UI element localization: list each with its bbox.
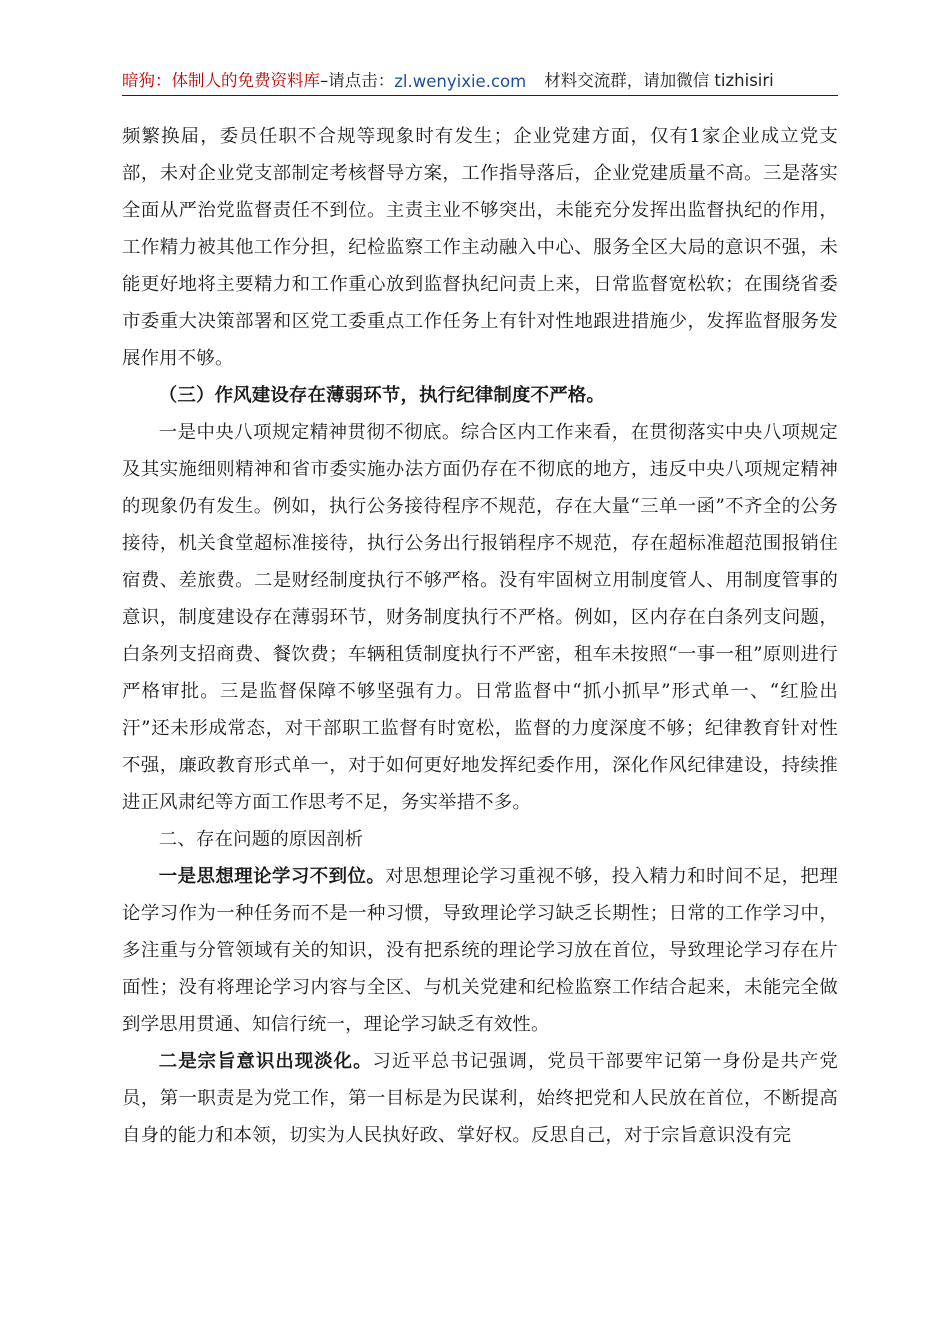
paragraph-continued: 频繁换届，委员任职不合规等现象时有发生；企业党建方面，仅有1家企业成立党支部，未对企业党支部制定考核督导方案，工作指导落后，企业党建质量不高。三是落实全面从严治党监督责任不到位。主责主业不够突出，未能充分发挥出监督执纪的作用，工作精力被其他工作分担，纪检监察工作主动融入中心、服务全区大局的意识不强，未能更好地将主要精力和工作重心放到监督执纪问责上来，日常监督宽松软；在围绕省委市委重大决策部署和区党工委重点工作任务上有针对性地跟进措施少，发挥监督服务发展作用不够。 <box>122 126 838 369</box>
document-body <box>122 118 838 1154</box>
paragraph-lead-purpose: 二是宗旨意识出现淡化。 <box>158 1051 373 1072</box>
paragraph-lead-theory: 一是思想理论学习不到位。 <box>158 866 386 887</box>
section-heading-3: （三）作风建设存在薄弱环节，执行纪律制度不严格。 <box>158 385 605 406</box>
paragraph-purpose-awareness <box>122 1043 838 1154</box>
paragraph-body-theory: 对思想理论学习重视不够，投入精力和时间不足，把理论学习作为一种任务而不是一种习惯，导致理论学习缺乏长期性；日常的工作学习中，多注重与分管领域有关的知识，没有把系统的理论学习放在首位，导致理论学习存在片面性；没有将理论学习内容与全区、与机关党建和纪检监察工作结合起来，未能完全做到学思用贯通、知信行统一，理论学习缺乏有效性。 <box>122 866 838 1035</box>
paragraph-theory-study <box>122 858 838 1043</box>
header-wechat-note: 材料交流群，请加微信 tizhisiri <box>544 71 774 90</box>
header-site-name: 暗狗：体制人的免费资料库 <box>122 71 320 90</box>
section-heading-2: 二、存在问题的原因剖析 <box>158 829 364 850</box>
header-click-prompt: –请点击： <box>320 71 395 90</box>
header-url-link[interactable]: zl.wenyixie.com <box>394 72 527 91</box>
page-header <box>122 68 838 96</box>
paragraph-work-style: 一是中央八项规定精神贯彻不彻底。综合区内工作来看，在贯彻落实中央八项规定及其实施细则精神和省市委实施办法方面仍存在不彻底的地方，违反中央八项规定精神的现象仍有发生。例如，执行公务接待程序不规范，存在大量“三单一函”不齐全的公务接待，机关食堂超标准接待，执行公务出行报销程序不规范，存在超标准超范围报销住宿费、差旅费。二是财经制度执行不够严格。没有牢固树立用制度管人、用制度管事的意识，制度建设存在薄弱环节，财务制度执行不严格。例如，区内存在白条列支问题，白条列支招商费、餐饮费；车辆租赁制度执行不严密，租车未按照“一事一租”原则进行严格审批。三是监督保障不够坚强有力。日常监督中“抓小抓早”形式单一、“红脸出汗”还未形成常态，对干部职工监督有时宽松，监督的力度深度不够；纪律教育针对性不强，廉政教育形式单一，对于如何更好地发挥纪委作用，深化作风纪律建设，持续推进正风肃纪等方面工作思考不足，务实举措不多。 <box>122 422 838 813</box>
paragraph-body-purpose: 习近平总书记强调，党员干部要牢记第一身份是共产党员，第一职责是为党工作，第一目标是为民谋利，始终把党和人民放在首位，不断提高自身的能力和本领，切实为人民执好政、掌好权。反思自己，对于宗旨意识没有完 <box>122 1051 838 1146</box>
